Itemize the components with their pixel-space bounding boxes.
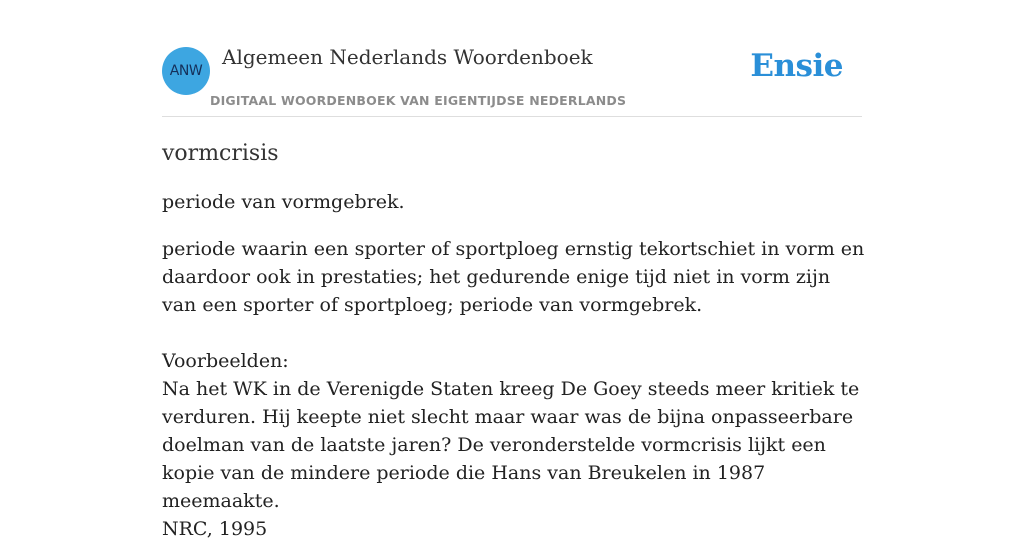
dictionary-title[interactable]: Algemeen Nederlands Woordenboek bbox=[222, 45, 593, 69]
example-source: NRC, 1995 bbox=[162, 518, 268, 540]
examples-label: Voorbeelden: bbox=[162, 350, 289, 372]
spacer bbox=[162, 319, 867, 347]
header bbox=[162, 40, 862, 117]
definition: periode waarin een sporter of sportploeg ernstig tekortschiet in vorm en daardoor ook in prestaties; het gedurende enige tijd niet in vorm zijn van een sporter of sportploeg; periode van vormgebrek. bbox=[162, 238, 865, 316]
example-text: Na het WK in de Verenigde Staten kreeg De Goey steeds meer kritiek te verduren. Hij keepte niet slecht maar waar was de bijna onpasseerbare doelman van de laatste jaren? De veronderstelde vormcrisis lijkt een kopie van de mindere periode die Hans van Breukelen in 1987 meemaakte. bbox=[162, 378, 860, 512]
short-definition: periode van vormgebrek. bbox=[162, 191, 405, 213]
anw-logo[interactable]: ANW bbox=[162, 47, 210, 95]
headword: vormcrisis bbox=[162, 141, 279, 166]
entry-content bbox=[162, 138, 867, 543]
dictionary-subtitle: DIGITAAL WOORDENBOEK VAN EIGENTIJDSE NEDERLANDS bbox=[210, 93, 627, 108]
ensie-logo[interactable]: Ensie bbox=[750, 48, 843, 84]
